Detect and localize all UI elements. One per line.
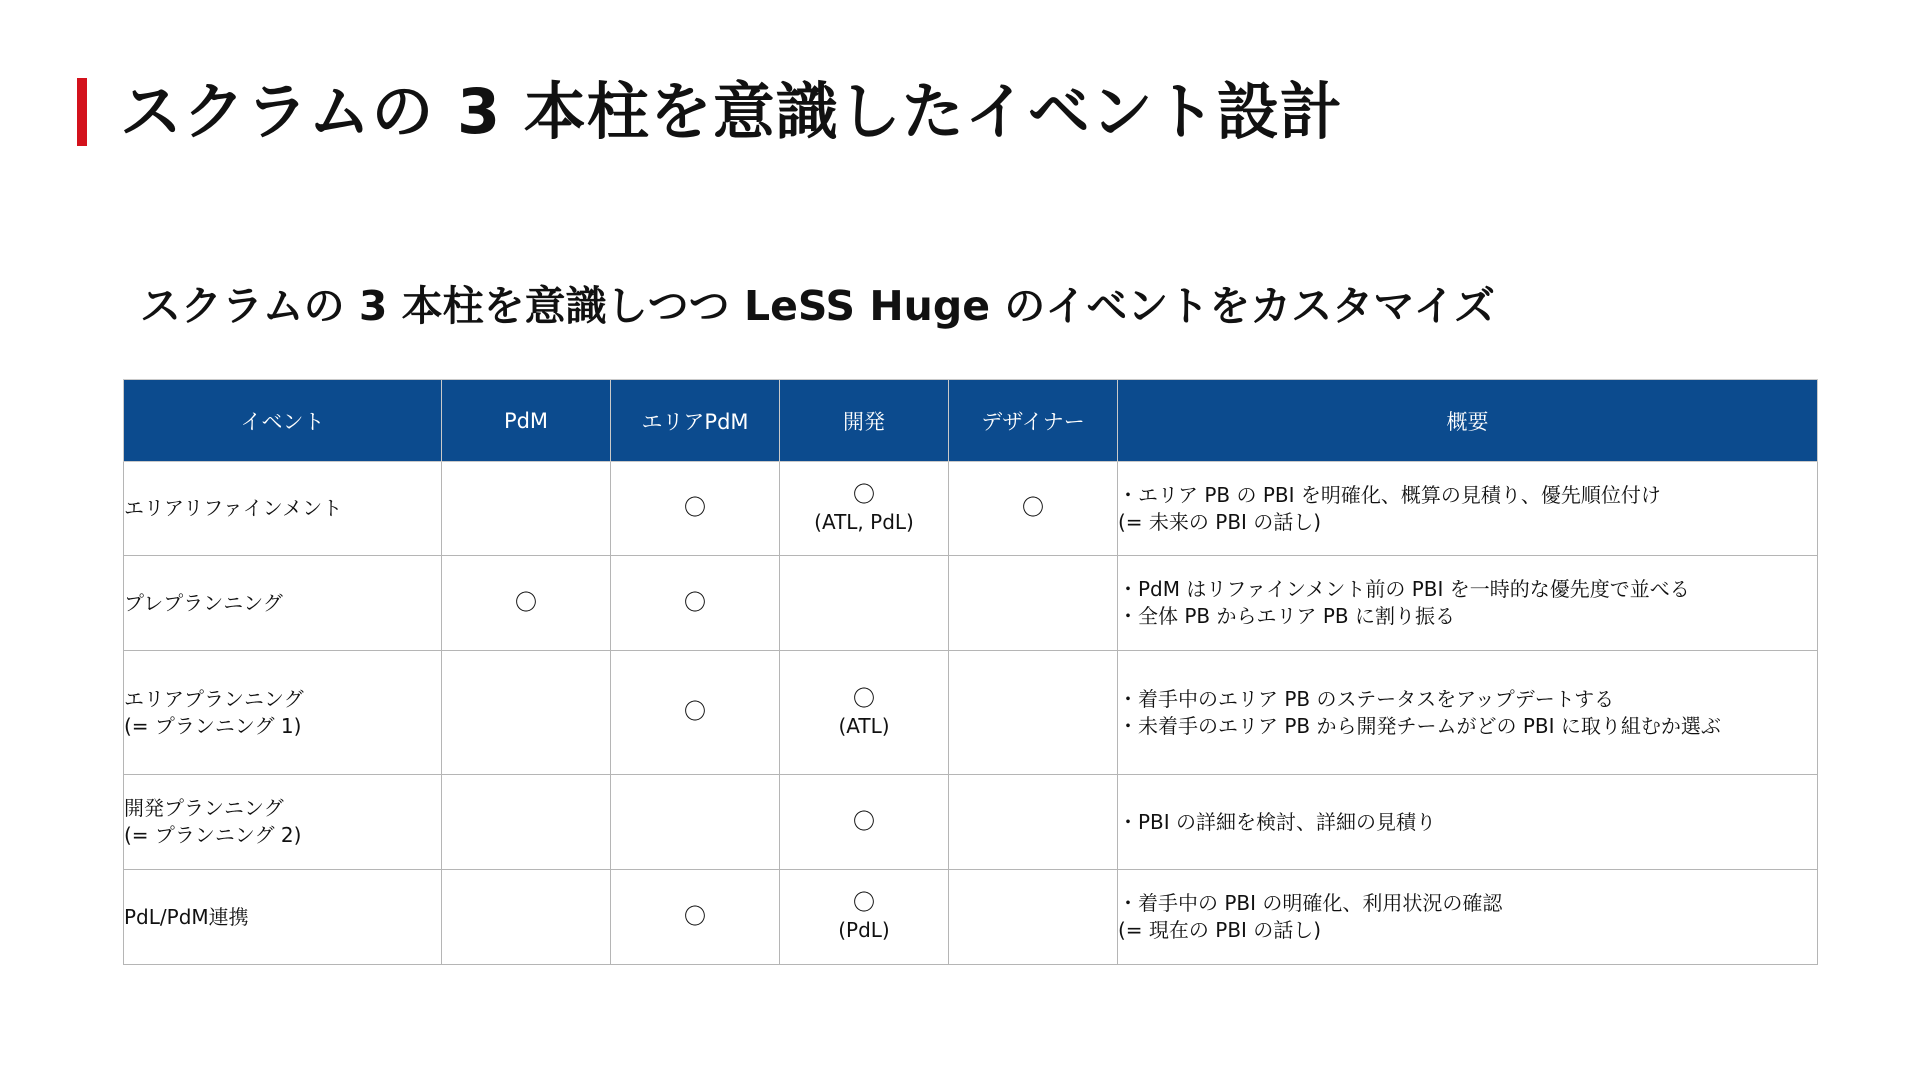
page-subtitle: スクラムの 3 本柱を意識しつつ LeSS Huge のイベントをカスタマイズ (140, 282, 1496, 330)
designer-cell (949, 775, 1118, 870)
participation-mark: 〇 (683, 590, 706, 616)
event-name: エリアプランニング (124, 686, 304, 711)
area-pdm-cell (611, 651, 780, 775)
table-row (124, 870, 1818, 965)
dev-note: (PdL) (838, 918, 890, 942)
summary-line: ・PBI の詳細を検討、詳細の見積り (1118, 809, 1437, 834)
area-pdm-cell (611, 462, 780, 556)
summary-line: ・着手中のエリア PB のステータスをアップデートする (1118, 686, 1615, 711)
event-name-cell (124, 556, 442, 651)
event-name-cell (124, 651, 442, 775)
header-summary: 概要 (1118, 380, 1818, 462)
event-name-cell (124, 775, 442, 870)
header-event: イベント (124, 380, 442, 462)
title-accent-bar (77, 78, 87, 146)
participation-mark: 〇 (852, 686, 875, 712)
pdm-cell (442, 462, 611, 556)
table-row (124, 462, 1818, 556)
area-pdm-cell (611, 775, 780, 870)
area-pdm-cell (611, 870, 780, 965)
summary-line: ・PdM はリファインメント前の PBI を一時的な優先度で並べる (1118, 577, 1690, 601)
event-name-cell (124, 462, 442, 556)
summary-line: (= 未来の PBI の話し) (1118, 509, 1322, 534)
header-pdm: PdM (442, 380, 611, 462)
event-name: エリアリファインメント (124, 496, 343, 520)
event-name-alias: (= プランニング 2) (124, 823, 302, 847)
page-title: スクラムの 3 本柱を意識したイベント設計 (120, 75, 1343, 148)
dev-note: (ATL) (838, 713, 890, 738)
header-dev: 開発 (780, 380, 949, 462)
event-name: プレプランニング (124, 590, 283, 615)
summary-line: ・全体 PB からエリア PB に割り振る (1118, 604, 1455, 628)
summary-cell (1118, 870, 1818, 965)
table-row (124, 651, 1818, 775)
participation-mark: 〇 (683, 904, 706, 930)
summary-cell (1118, 775, 1818, 870)
pdm-cell (442, 651, 611, 775)
summary-line: (= 現在の PBI の話し) (1118, 918, 1322, 942)
table-row (124, 556, 1818, 651)
summary-cell (1118, 651, 1818, 775)
pdm-cell (442, 556, 611, 651)
header-area-pdm: エリアPdM (611, 380, 780, 462)
participation-mark: 〇 (1021, 496, 1044, 521)
event-name-cell (124, 870, 442, 965)
participation-mark: 〇 (683, 496, 706, 521)
summary-cell (1118, 556, 1818, 651)
participation-mark: 〇 (852, 482, 875, 508)
area-pdm-cell (611, 556, 780, 651)
summary-cell (1118, 462, 1818, 556)
summary-line: ・着手中の PBI の明確化、利用状況の確認 (1118, 891, 1503, 915)
event-name: PdL/PdM連携 (124, 904, 249, 929)
participation-mark: 〇 (514, 590, 537, 616)
summary-line: ・未着手のエリア PB から開発チームがどの PBI に取り組むか選ぶ (1118, 713, 1721, 738)
dev-cell (780, 870, 949, 965)
dev-cell (780, 462, 949, 556)
designer-cell (949, 556, 1118, 651)
summary-line: ・エリア PB の PBI を明確化、概算の見積り、優先順位付け (1118, 482, 1661, 507)
header-designer: デザイナー (949, 380, 1118, 462)
participation-mark: 〇 (852, 891, 875, 916)
participation-mark: 〇 (683, 700, 706, 725)
event-table (123, 379, 1818, 965)
dev-cell (780, 651, 949, 775)
designer-cell (949, 870, 1118, 965)
event-name: 開発プランニング (124, 796, 284, 820)
dev-note: (ATL, PdL) (814, 509, 914, 534)
pdm-cell (442, 870, 611, 965)
dev-cell (780, 775, 949, 870)
table-row (124, 775, 1818, 870)
event-name-alias: (= プランニング 1) (124, 713, 302, 738)
pdm-cell (442, 775, 611, 870)
dev-cell (780, 556, 949, 651)
table-header-row (124, 380, 1818, 462)
participation-mark: 〇 (852, 809, 875, 835)
designer-cell (949, 462, 1118, 556)
designer-cell (949, 651, 1118, 775)
